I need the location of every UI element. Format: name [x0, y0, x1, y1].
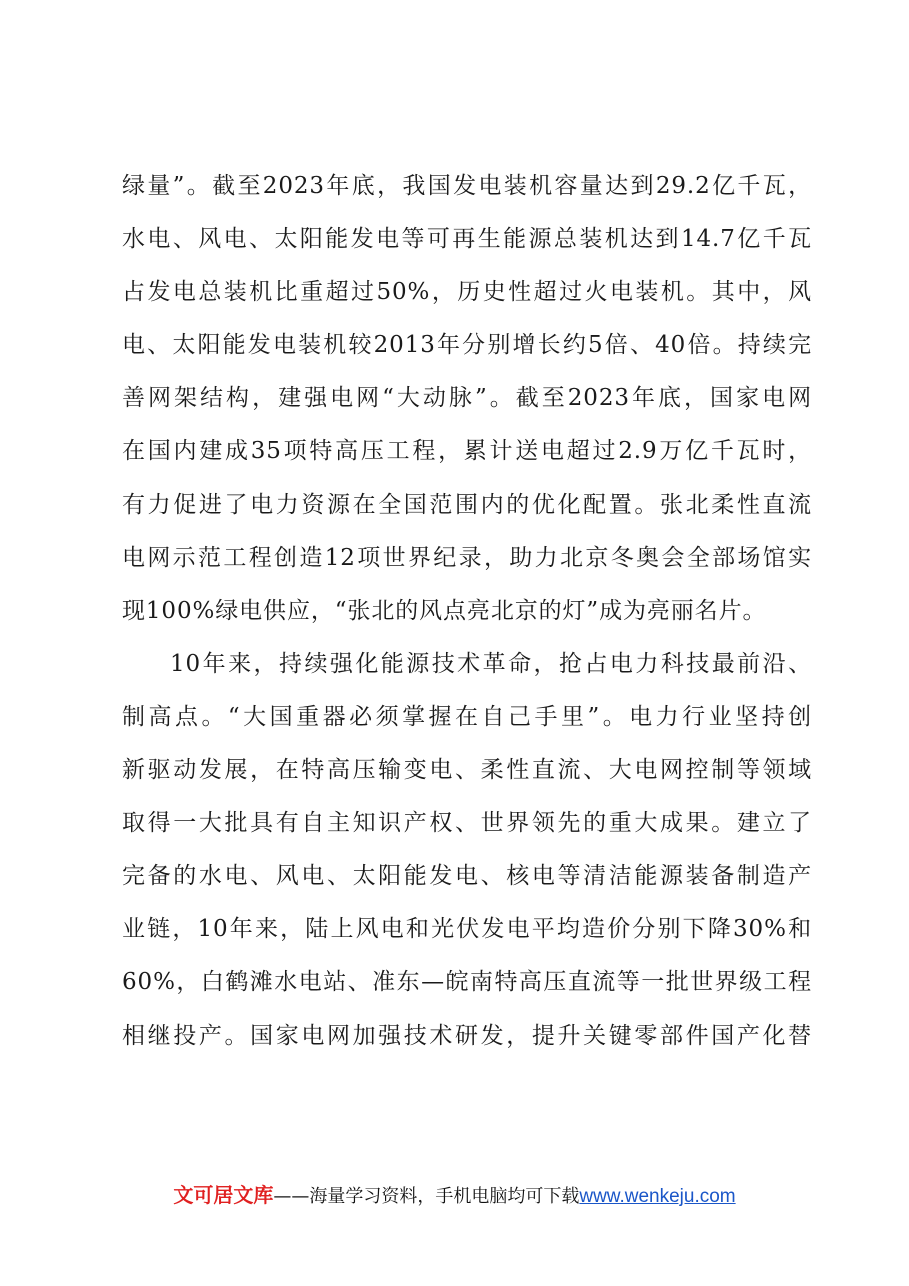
- text-line-16: 60%，白鹤滩水电站、准东—皖南特高压直流等一批世界级工程: [122, 969, 812, 996]
- footer-site-link[interactable]: www.wenkeju.com: [579, 1186, 736, 1207]
- text-line-3: 占发电总装机比重超过50%，历史性超过火电装机。其中，风: [122, 279, 812, 306]
- text-line-15: 业链，10年来，陆上风电和光伏发电平均造价分别下降30%和: [122, 916, 812, 943]
- text-line-1: 绿量”。截至2023年底，我国发电装机容量达到29.2亿千瓦，: [122, 173, 812, 199]
- text-line-10: 10年来，持续强化能源技术革命，抢占电力科技最前沿、: [170, 650, 812, 677]
- text-line-17: 相继投产。国家电网加强技术研发，提升关键零部件国产化替: [122, 1022, 812, 1049]
- text-line-4: 电、太阳能发电装机较2013年分别增长约5倍、40倍。持续完: [122, 332, 812, 359]
- text-line-14: 完备的水电、风电、太阳能发电、核电等清洁能源装备制造产: [122, 863, 812, 890]
- text-line-12: 新驱动发展，在特高压输变电、柔性直流、大电网控制等领域: [122, 757, 812, 784]
- text-line-6: 在国内建成35项特高压工程，累计送电超过2.9万亿千瓦时，: [122, 438, 812, 465]
- text-line-9: 现100%绿电供应，“张北的风点亮北京的灯”成为亮丽名片。: [122, 597, 767, 624]
- footer-banner: [0, 1181, 909, 1211]
- footer-slogan: ——海量学习资料，手机电脑均可下载: [273, 1186, 580, 1207]
- text-line-11: 制高点。“大国重器必须掌握在自己手里”。电力行业坚持创: [122, 703, 812, 730]
- text-line-7: 有力促进了电力资源在全国范围内的优化配置。张北柔性直流: [122, 491, 812, 518]
- footer-brand: 文可居文库: [173, 1183, 274, 1207]
- body-text: [122, 160, 812, 1063]
- text-line-5: 善网架结构，建强电网“大动脉”。截至2023年底，国家电网: [122, 385, 812, 412]
- text-line-2: 水电、风电、太阳能发电等可再生能源总装机达到14.7亿千瓦: [122, 226, 812, 253]
- text-line-8: 电网示范工程创造12项世界纪录，助力北京冬奥会全部场馆实: [122, 544, 812, 571]
- text-line-13: 取得一大批具有自主知识产权、世界领先的重大成果。建立了: [122, 810, 812, 837]
